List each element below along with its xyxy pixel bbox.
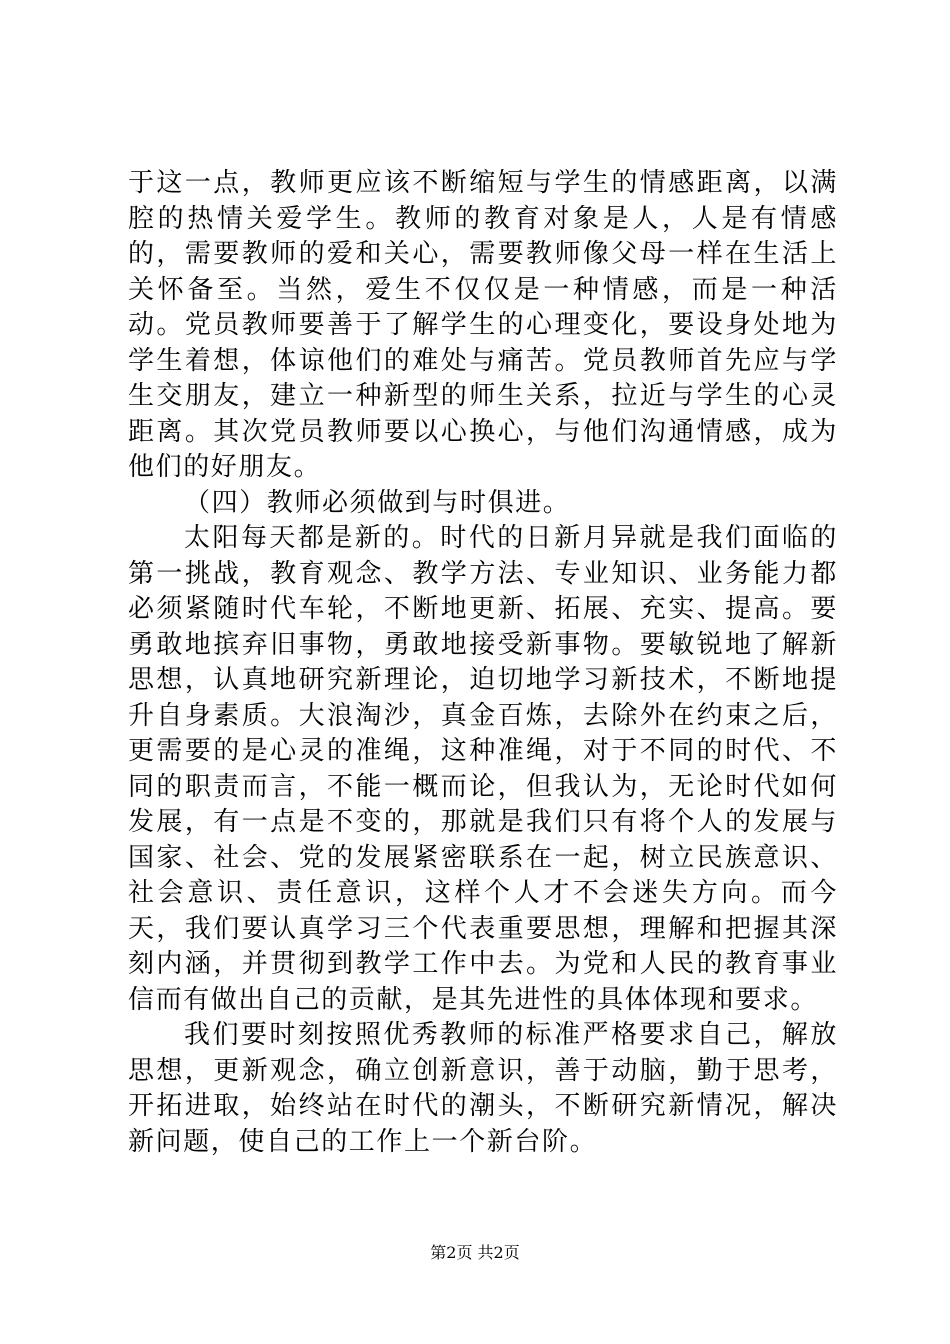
paragraph-continuation: 于这一点，教师更应该不断缩短与学生的情感距离，以满腔的热情关爱学生。教师的教育对象是人，人是有情感的，需要教师的爱和关心，需要教师像父母一样在生活上关怀备至。当然，爱生不仅仅是一种情感，而是一种活动。党员教师要善于了解学生的心理变化，要设身处地为学生着想，体谅他们的难处与痛苦。党员教师首先应与学生交朋友，建立一种新型的师生关系，拉近与学生的心灵距离。其次党员教师要以心换心，与他们沟通情感，成为他们的好朋友。 (128, 168, 838, 482)
paragraph-conclusion: 我们要时刻按照优秀教师的标准严格要求自己，解放思想，更新观念，确立创新意识，善于动脑，勤于思考，开拓进取，始终站在时代的潮头，不断研究新情况，解决新问题，使自己的工作上一个新台阶。 (128, 1020, 838, 1157)
page-footer: 第2页 共2页 (430, 1243, 520, 1262)
document-body (128, 166, 838, 1160)
section-heading-4: （四）教师必须做到与时俱进。 (184, 487, 571, 518)
paragraph-keep-pace: 太阳每天都是新的。时代的日新月异就是我们面临的第一挑战，教育观念、教学方法、专业知识、业务能力都必须紧随时代车轮，不断地更新、拓展、充实、提高。要勇敢地摈弃旧事物，勇敢地接受新事物。要敏锐地了解新思想，认真地研究新理论，迫切地学习新技术，不断地提升自身素质。大浪淘沙，真金百炼，去除外在约束之后，更需要的是心灵的准绳，这种准绳，对于不同的时代、不同的职责而言，不能一概而论，但我认为，无论时代如何发展，有一点是不变的，那就是我们只有将个人的发展与国家、社会、党的发展紧密联系在一起，树立民族意识、社会意识、责任意识，这样个人才不会迷失方向。而今天，我们要认真学习三个代表重要思想，理解和把握其深刻内涵，并贯彻到教学工作中去。为党和人民的教育事业信而有做出自己的贡献，是其先进性的具体体现和要求。 (128, 523, 838, 1015)
